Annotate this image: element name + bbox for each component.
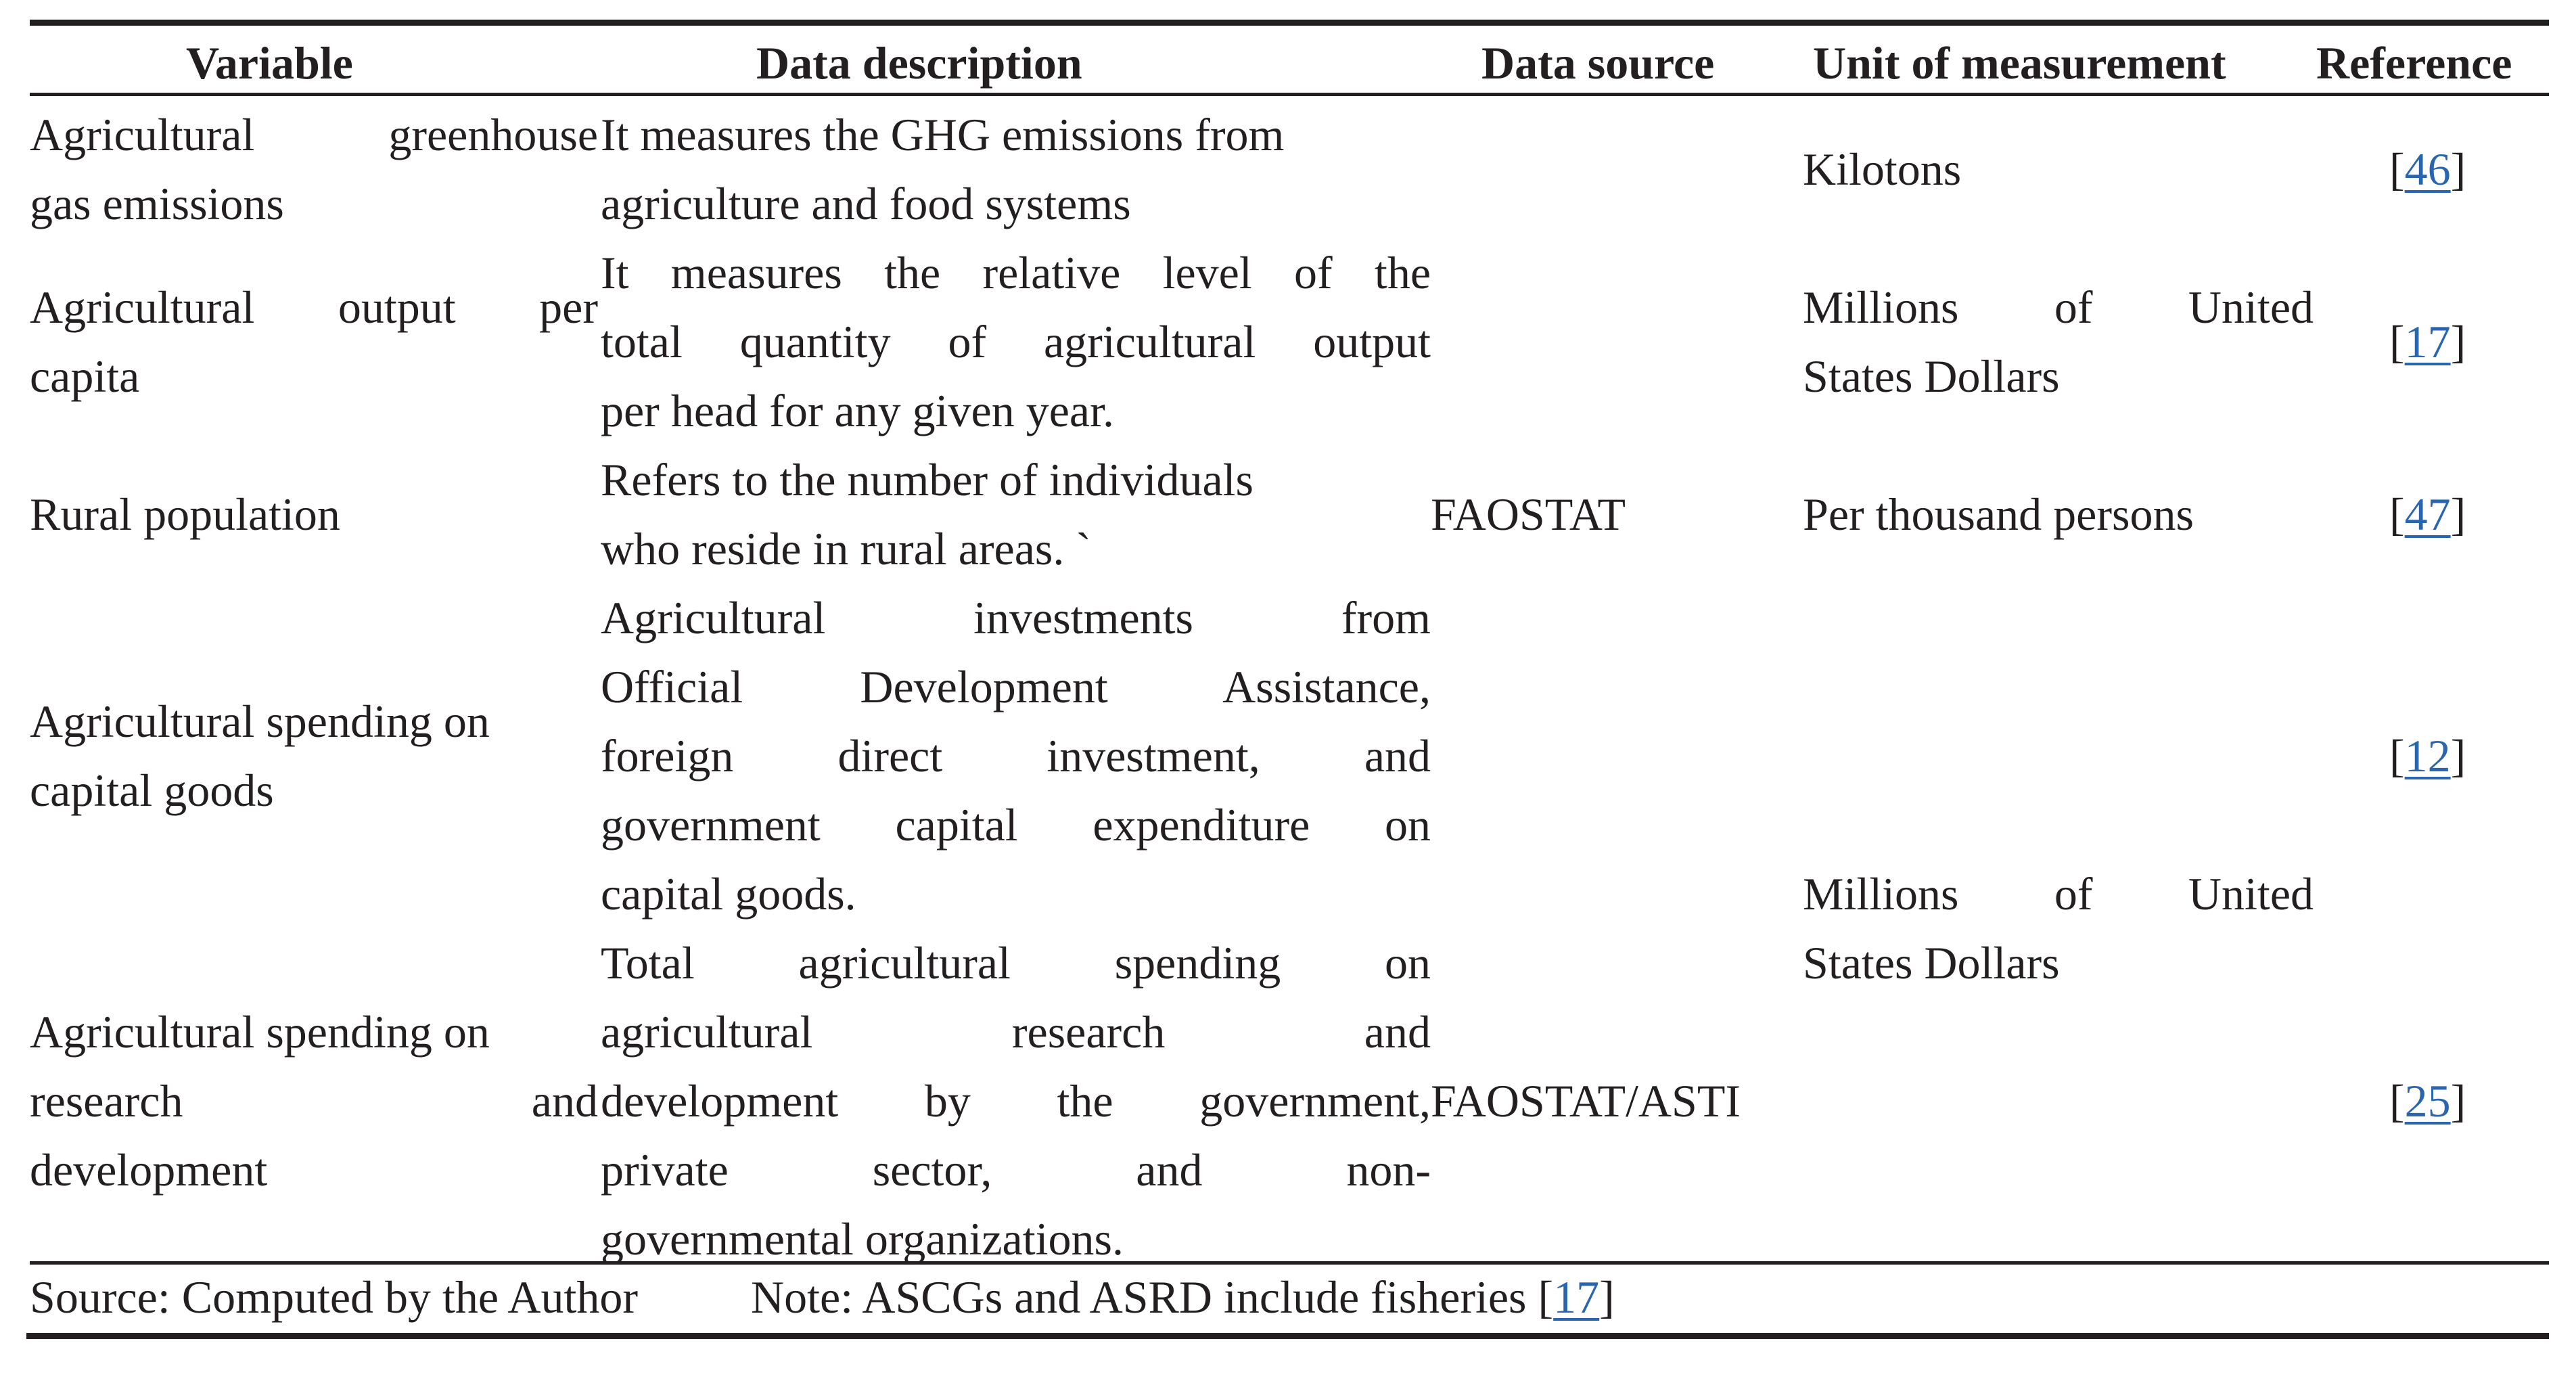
header-reference: Reference	[2316, 37, 2512, 89]
cell-unit: Millions of United	[1803, 281, 2314, 333]
cell-description-last: per head for any given year.	[601, 385, 1114, 436]
cell-variable: Agricultural output per	[30, 281, 598, 333]
cell-description: It measures the GHG emissions from agriculture and food systems	[601, 109, 1285, 229]
header-source: Data source	[1481, 37, 1715, 89]
footer-note: Note: ASCGs and ASRD include fisheries [17]	[751, 1271, 1615, 1323]
cell-reference: [17]	[2389, 316, 2466, 367]
cell-unit-shared-line2: States Dollars	[1803, 937, 2060, 989]
cell-source: FAOSTAT/ASTI	[1431, 1075, 1741, 1127]
reference-link[interactable]: 47	[2404, 489, 2451, 540]
header-variable: Variable	[186, 37, 353, 89]
cell-variable-line2: capita	[30, 350, 140, 402]
reference-link[interactable]: 25	[2404, 1075, 2451, 1127]
cell-description: Agricultural investments from Official Development Assistance, foreign direct investment, and government capital expenditure on	[601, 592, 1431, 851]
reference-link[interactable]: 46	[2404, 143, 2451, 195]
cell-variable: Agricultural spending on capital goods	[30, 696, 490, 816]
cell-description-last: capital goods.	[601, 868, 856, 920]
cell-reference: [25]	[2389, 1075, 2466, 1127]
top-rule	[30, 20, 2549, 26]
cell-reference: [46]	[2389, 143, 2466, 195]
reference-link[interactable]: 12	[2404, 730, 2451, 781]
footer-source: Source: Computed by the Author	[30, 1271, 639, 1323]
cell-unit: Per thousand persons	[1803, 489, 2194, 540]
table-footer	[30, 1263, 1615, 1332]
cell-variable-line2: research and	[30, 1075, 598, 1127]
cell-description-last: governmental organizations.	[601, 1213, 1124, 1265]
cell-reference: [12]	[2389, 730, 2466, 781]
cell-variable: Agricultural spending on	[30, 1006, 490, 1058]
cell-variable-line2: gas emissions	[30, 178, 284, 229]
cell-description: Total agricultural spending on agricultural research and development by the government, private sector, and non-	[601, 937, 1431, 1196]
reference-link[interactable]: 17	[2404, 316, 2451, 367]
cell-unit: Kilotons	[1803, 143, 1962, 195]
header-description: Data description	[756, 37, 1082, 89]
cell-description: It measures the relative level of the total quantity of agricultural output	[601, 247, 1431, 367]
cell-source: FAOSTAT	[1431, 489, 1626, 540]
cell-reference: [47]	[2389, 489, 2466, 540]
cell-unit-shared: Millions of United	[1803, 868, 2314, 920]
bottom-rule	[26, 1333, 2549, 1339]
cell-unit-line2: States Dollars	[1803, 350, 2060, 402]
cell-variable: Agricultural greenhouse	[30, 109, 598, 160]
cell-variable: Rural population	[30, 489, 340, 540]
header-unit: Unit of measurement	[1813, 37, 2226, 89]
cell-variable-line3: development	[30, 1144, 268, 1196]
cell-description: Refers to the number of individuals who reside in rural areas. `	[601, 454, 1254, 574]
footer-reference-link[interactable]: 17	[1553, 1271, 1600, 1323]
